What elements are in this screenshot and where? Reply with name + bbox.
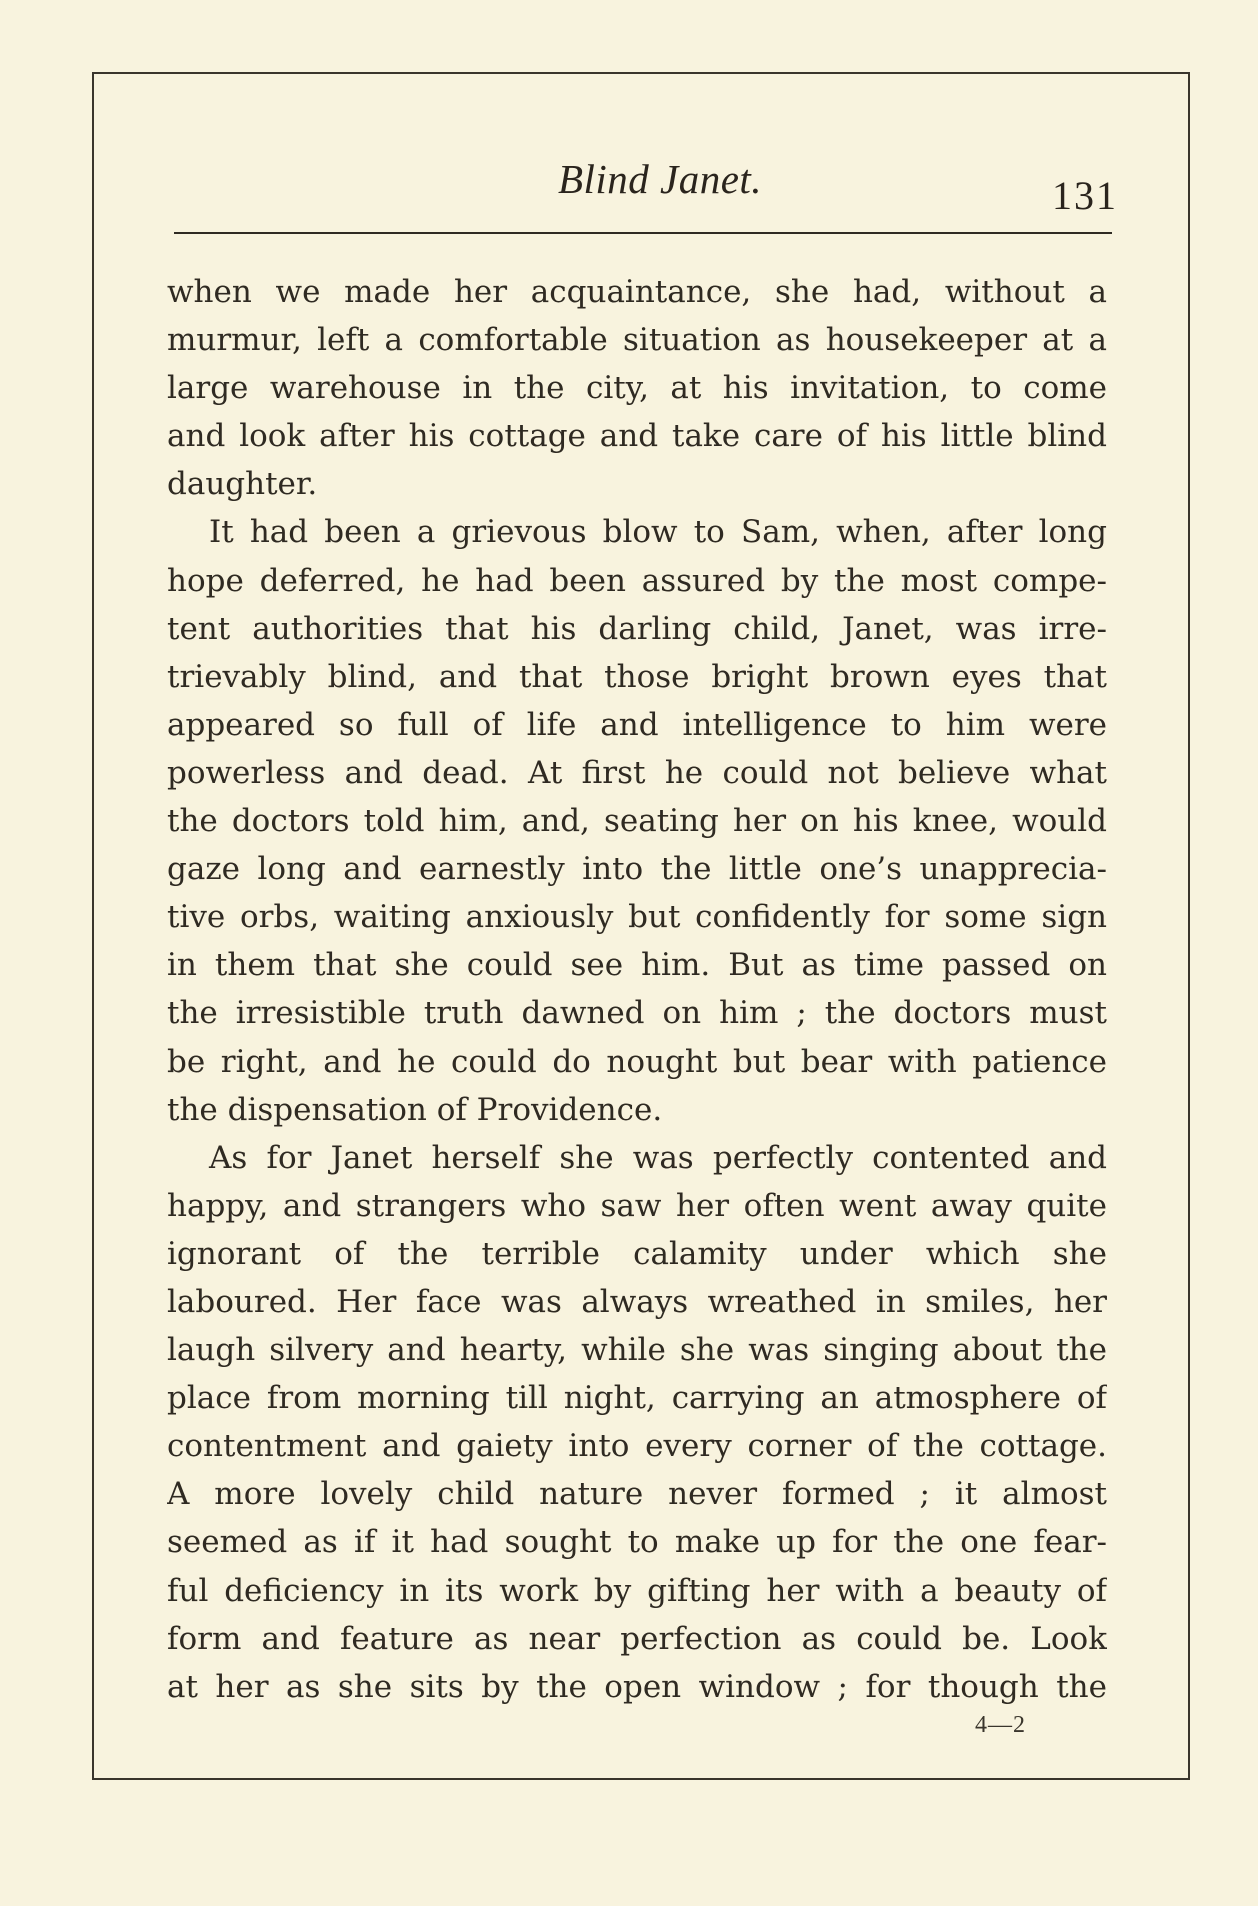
text-line: the dispensation of Providence. bbox=[167, 1091, 663, 1128]
text-line: As for Janet herself she was perfectly contented and bbox=[209, 1139, 1107, 1176]
text-line: ful deficiency in its work by gifting her with a beauty of bbox=[167, 1572, 1107, 1609]
text-line: happy, and strangers who saw her often went away quite bbox=[167, 1187, 1107, 1224]
text-line: seemed as if it had sought to make up for the one fear- bbox=[167, 1524, 1107, 1561]
header-rule bbox=[174, 232, 1112, 234]
text-line: form and feature as near perfection as could be. Look bbox=[167, 1620, 1107, 1657]
page-number: 131 bbox=[1052, 173, 1118, 218]
signature-mark: 4—2 bbox=[975, 1712, 1026, 1738]
text-line: in them that she could see him. But as time passed on bbox=[167, 947, 1107, 984]
text-line: at her as she sits by the open window ; for though the bbox=[167, 1668, 1107, 1705]
text-line: the irresistible truth dawned on him ; the doctors must bbox=[167, 995, 1107, 1032]
text-line: It had been a grievous blow to Sam, when, after long bbox=[209, 514, 1107, 551]
text-line: large warehouse in the city, at his invitation, to come bbox=[167, 370, 1107, 407]
text-line: contentment and gaiety into every corner of the cottage. bbox=[167, 1428, 1107, 1465]
body-text bbox=[167, 268, 1107, 1711]
text-line: tive orbs, waiting anxiously but confidently for some sign bbox=[167, 899, 1107, 936]
text-line: hope deferred, he had been assured by the most compe- bbox=[167, 562, 1107, 599]
text-line: laugh silvery and hearty, while she was singing about the bbox=[167, 1332, 1107, 1369]
text-line: when we made her acquaintance, she had, without a bbox=[167, 274, 1107, 310]
text-line: be right, and he could do nought but bear with patience bbox=[167, 1043, 1107, 1080]
text-line: laboured. Her face was always wreathed in smiles, her bbox=[167, 1283, 1107, 1320]
text-line: gaze long and earnestly into the little one’s unapprecia- bbox=[167, 851, 1107, 888]
text-line: powerless and dead. At first he could not believe what bbox=[167, 754, 1107, 791]
text-line: and look after his cottage and take care of his little blind bbox=[167, 418, 1107, 455]
text-line: appeared so full of life and intelligence to him were bbox=[167, 706, 1107, 743]
text-line: the doctors told him, and, seating her on his knee, would bbox=[167, 803, 1107, 840]
text-line: daughter. bbox=[167, 466, 318, 503]
running-title: Blind Janet. bbox=[557, 156, 763, 202]
text-line: A more lovely child nature never formed ; it almost bbox=[167, 1476, 1107, 1513]
text-line: ignorant of the terrible calamity under which she bbox=[167, 1235, 1107, 1272]
text-line: place from morning till night, carrying an atmosphere of bbox=[167, 1380, 1107, 1417]
text-line: murmur, left a comfortable situation as housekeeper at a bbox=[167, 322, 1107, 359]
text-line: tent authorities that his darling child, Janet, was irre- bbox=[167, 610, 1107, 647]
text-line: trievably blind, and that those bright brown eyes that bbox=[167, 658, 1107, 695]
